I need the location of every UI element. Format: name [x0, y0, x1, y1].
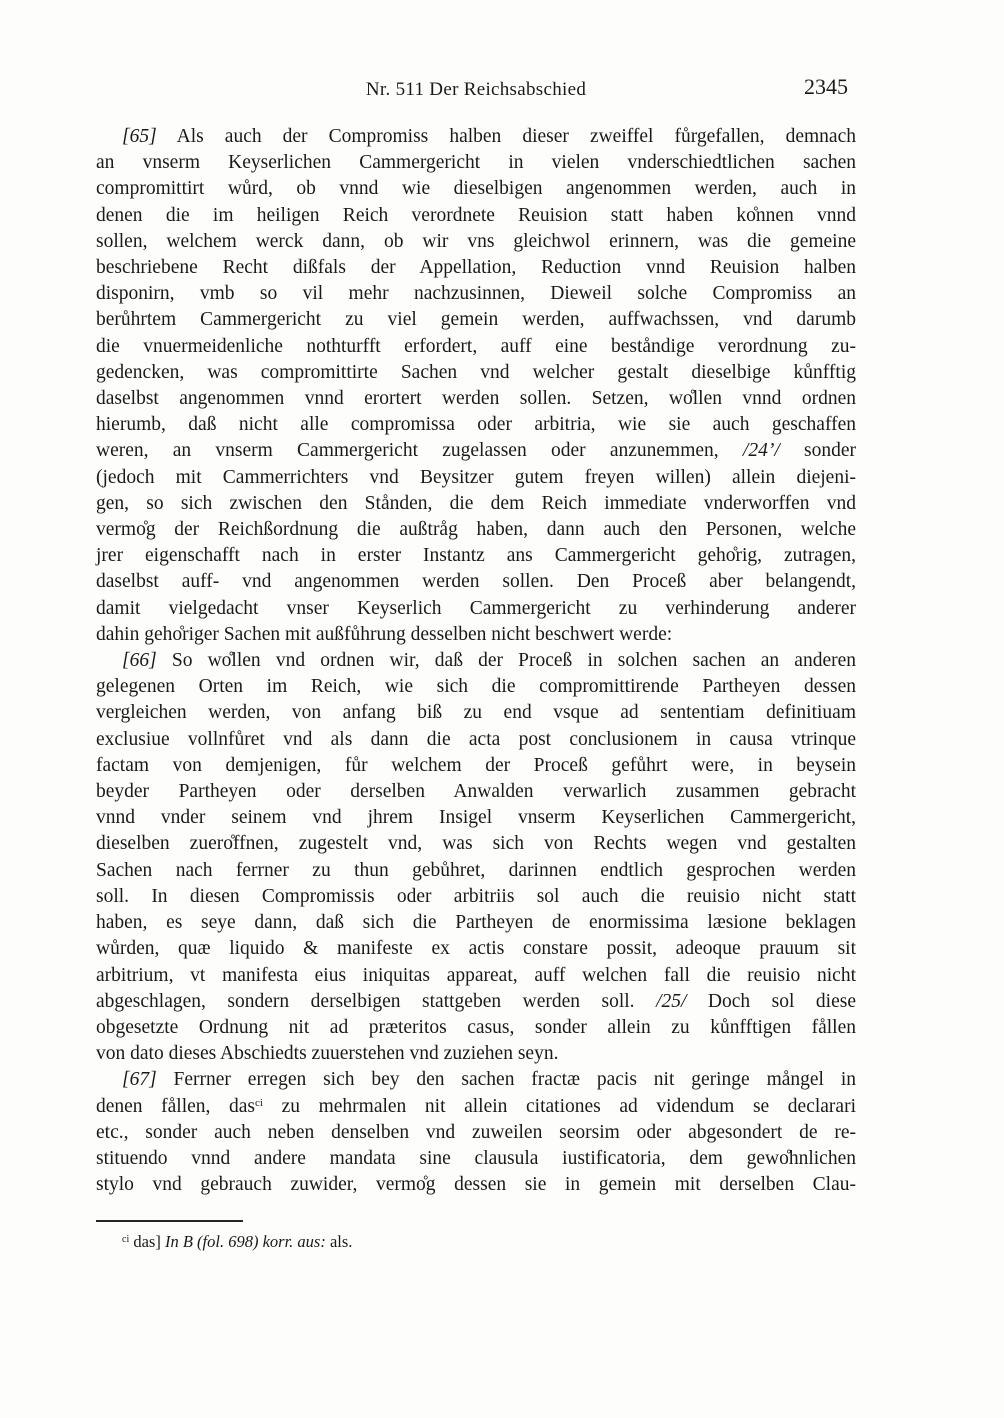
- text-line: factam von demjenigen, fůr welchem der Proceß gefůhrt were, in beysein: [96, 754, 856, 776]
- text-line: vermo̊g der Reichßordnung die außtråg haben, dann auch den Personen, welche: [96, 519, 856, 541]
- text-line: exclusiue vollnfůret vnd als dann die acta post conclusionem in causa vtrinque: [96, 728, 856, 750]
- text-line: dieselben zuero̊ffnen, zugestelt vnd, was sich von Rechts wegen vnd gestalten: [96, 833, 856, 855]
- italic-text: [66]: [122, 650, 157, 672]
- text-line: jrer eigenschafft nach in erster Instantz ans Cammergericht geho̊rig, zutragen,: [96, 545, 856, 567]
- text-block: [96, 124, 856, 1198]
- text-line: sollen, welchem werck dann, ob wir vns gleichwol erinnern, was die gemeine: [96, 230, 856, 252]
- text-line: an vnserm Keyserlichen Cammergericht in vielen vnderschiedtlichen sachen: [96, 152, 856, 174]
- text-line: wůrden, quæ liquido & manifeste ex actis constare possit, adeoque prauum sit: [96, 938, 856, 960]
- italic-text: /24’/: [742, 440, 780, 462]
- text-line: dahin geho̊riger Sachen mit außfůhrung desselben nicht beschwert werde:: [96, 623, 673, 645]
- paragraph-65: [96, 124, 856, 648]
- text-line: vnnd vnder seinem vnd jhrem Insigel vnserm Keyserlichen Cammergericht,: [96, 807, 856, 829]
- text-line: [65] Als auch der Compromiss halben dieser zweiffel fůrgefallen, demnach: [122, 126, 856, 147]
- text-line: hierumb, daß nicht alle compromissa oder arbitria, wie sie auch geschaffen: [96, 414, 856, 436]
- text-line: arbitrium, vt manifesta eius iniquitas appareat, auff welchen fall die reuisio nicht: [96, 964, 856, 986]
- text-line: denen fållen, das$^{ci}$ zu mehrmalen nit allein citationes ad videndum se declarari: [96, 1095, 856, 1117]
- text-line: daselbst angenommen vnnd erortert werden sollen. Setzen, wo̊llen vnnd ordnen: [96, 388, 856, 410]
- footnote-rule: [96, 1220, 243, 1222]
- text-line: weren, an vnserm Cammergericht zugelassen oder anzunemmen, /24’/ sonder: [96, 440, 856, 462]
- text-line: haben, es seye dann, daß sich die Partheyen de enormissima læsione beklagen: [96, 912, 856, 934]
- text-line: Sachen nach ferrner zu thun gebůhret, darinnen endtlich gesprochen werden: [96, 859, 856, 881]
- text-line: obgesetzte Ordnung nit ad præteritos casus, sonder allein zu kůnfftigen fållen: [96, 1016, 856, 1038]
- text-line: gen, so sich zwischen den Stånden, die dem Reich immediate vnderworffen vnd: [96, 492, 856, 514]
- footnote-area: [96, 1220, 856, 1252]
- text-line: daselbst auff- vnd angenommen werden sollen. Den Proceß aber belangendt,: [96, 571, 856, 593]
- text-line: beyder Partheyen oder derselben Anwalden verwarlich zusammen gebracht: [96, 781, 856, 803]
- text-line: vergleichen werden, von anfang biß zu end vsque ad sententiam definitiuam: [96, 702, 856, 724]
- text-line: [67] Ferrner erregen sich bey den sachen fractæ pacis nit geringe mångel in: [122, 1069, 856, 1091]
- italic-text: [65]: [122, 126, 157, 147]
- text-line: gedencken, was compromittirte Sachen vnd welcher gestalt dieselbige kůnfftig: [96, 361, 856, 383]
- text-line: damit vielgedacht vnser Keyserlich Cammergericht zu verhinderung anderer: [96, 597, 856, 619]
- text-line: berůhrtem Cammergericht zu viel gemein werden, auffwachssen, vnd darumb: [96, 309, 856, 331]
- text-line: stituendo vnnd andere mandata sine clausula iustificatoria, dem gewo̊hnlichen: [96, 1147, 856, 1169]
- text-line: denen die im heiligen Reich verordnete Reuision statt haben ko̊nnen vnnd: [96, 204, 856, 226]
- text-line: soll. In diesen Compromissis oder arbitriis sol auch die reuisio nicht statt: [96, 885, 856, 907]
- footnote-text: $^{ci}$ das] In B (fol. 698) korr. aus: als.: [122, 1232, 353, 1251]
- text-line: von dato dieses Abschiedts zuuerstehen vnd zuziehen seyn.: [96, 1043, 559, 1065]
- page-header: [96, 74, 856, 106]
- footnote-reference: ci: [255, 1097, 263, 1110]
- text-line: compromittirt wůrd, ob vnnd wie dieselbigen angenommen werden, auch in: [96, 178, 856, 200]
- text-line: stylo vnd gebrauch zuwider, vermo̊g dessen sie in gemein mit derselben Clau-: [96, 1174, 856, 1196]
- text-line: gelegenen Orten im Reich, wie sich die compromittirende Partheyen dessen: [96, 676, 856, 698]
- text-line: disponirn, vmb so vil mehr nachzusinnen, Dieweil solche Compromiss an: [96, 283, 856, 305]
- text-line: abgeschlagen, sondern derselbigen stattgeben werden soll. /25/ Doch sol diese: [96, 990, 856, 1012]
- footnote-reference: ci: [122, 1234, 130, 1245]
- text-line: beschriebene Recht dißfals der Appellation, Reduction vnnd Reuision halben: [96, 257, 856, 279]
- text-line: etc., sonder auch neben denselben vnd zuweilen seorsim oder abgesondert de re-: [96, 1121, 856, 1143]
- paragraph-66: [96, 648, 856, 1067]
- running-title: Nr. 511 Der Reichsabschied: [365, 79, 587, 100]
- italic-text: In B (fol. 698) korr. aus:: [164, 1232, 326, 1251]
- italic-text: [67]: [122, 1069, 157, 1091]
- text-line: die vnuermeidenliche nothturfft erfordert, auff eine beståndige verordnung zu-: [96, 335, 856, 357]
- text-line: (jedoch mit Cammerrichters vnd Beysitzer gutem freyen willen) allein diejeni-: [96, 466, 856, 488]
- text-line: [66] So wo̊llen vnd ordnen wir, daß der Proceß in solchen sachen an anderen: [122, 650, 856, 672]
- italic-text: /25/: [656, 990, 687, 1012]
- page-number: 2345: [804, 74, 848, 99]
- paragraph-67: [96, 1067, 856, 1198]
